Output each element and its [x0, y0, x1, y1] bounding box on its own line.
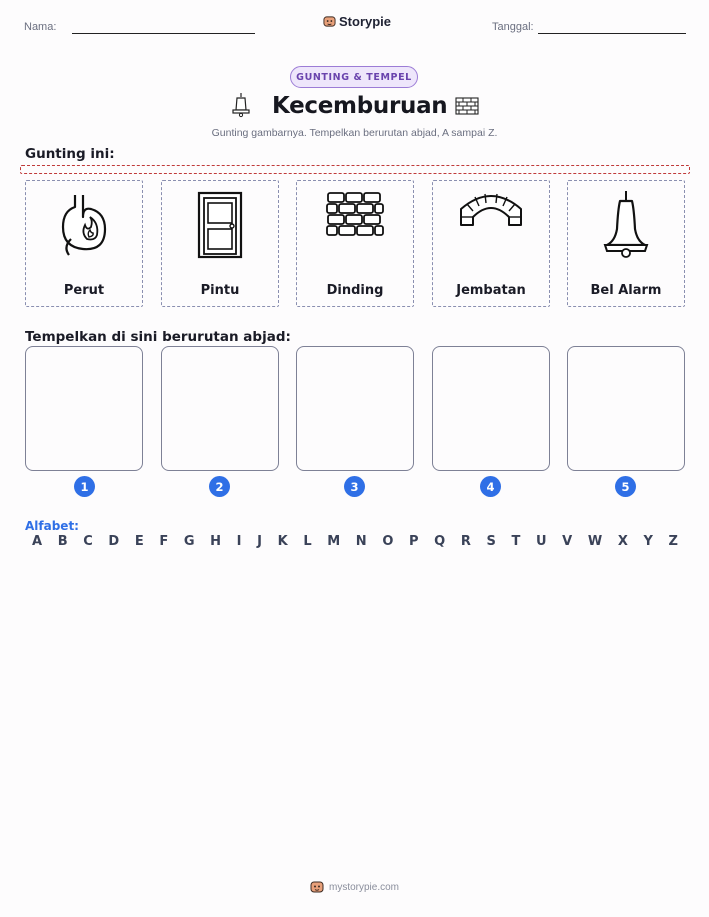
alphabet-letter: J [257, 534, 262, 549]
alphabet-row [32, 534, 678, 549]
cut-card-label: Bel Alarm [590, 283, 662, 298]
brand-name: Storypie [339, 14, 392, 29]
alphabet-letter: I [236, 534, 242, 549]
alphabet-letter: B [57, 534, 68, 549]
cut-card-jembatan[interactable] [432, 180, 550, 307]
bridge-icon [459, 189, 523, 229]
alphabet-letter: A [32, 534, 43, 549]
alphabet-letter: H [210, 534, 222, 549]
alphabet-label: Alfabet: [25, 519, 79, 533]
slot-number: 2 [209, 476, 230, 497]
alphabet-letter: U [535, 534, 547, 549]
alphabet-letter: Q [434, 534, 446, 549]
date-label: Tanggal: [492, 21, 534, 33]
alphabet-letter: L [303, 534, 312, 549]
alphabet-letter: S [486, 534, 496, 549]
cut-card-label: Jembatan [456, 283, 526, 298]
instructions: Gunting gambarnya. Tempelkan berurutan abjad, A sampai Z. [211, 127, 498, 139]
name-field[interactable] [72, 33, 255, 34]
paste-box-2[interactable] [161, 346, 279, 471]
alphabet-letter: W [587, 534, 603, 549]
cut-card-dinding[interactable] [296, 180, 414, 307]
bell-icon [232, 92, 250, 118]
alphabet-letter: P [409, 534, 419, 549]
brick-wall-icon [455, 97, 479, 115]
brand-logo [323, 14, 391, 29]
slot-number: 4 [480, 476, 501, 497]
page-title: Kecemburuan [272, 93, 448, 119]
alphabet-letter: Y [643, 534, 653, 549]
cut-card-label: Dinding [326, 283, 384, 298]
storypie-logo-icon [310, 880, 324, 894]
paste-box-1[interactable] [25, 346, 143, 471]
alphabet-letter: G [183, 534, 195, 549]
stomach-icon [53, 189, 115, 261]
cut-line [20, 165, 690, 174]
brick-wall-icon [325, 189, 385, 239]
alphabet-letter: K [277, 534, 288, 549]
slot-number: 1 [74, 476, 95, 497]
cut-heading: Gunting ini: [25, 146, 115, 162]
alphabet-letter: R [460, 534, 471, 549]
bell-icon [601, 189, 651, 259]
alphabet-letter: E [134, 534, 144, 549]
alphabet-letter: F [159, 534, 169, 549]
alphabet-letter: T [511, 534, 521, 549]
alphabet-letter: X [617, 534, 628, 549]
storypie-logo-icon [323, 15, 336, 28]
paste-box-3[interactable] [296, 346, 414, 471]
slot-number: 3 [344, 476, 365, 497]
cut-card-pintu[interactable] [161, 180, 279, 307]
cut-card-label: Perut [63, 283, 105, 298]
alphabet-letter: C [83, 534, 93, 549]
alphabet-letter: D [108, 534, 120, 549]
date-field[interactable] [538, 33, 686, 34]
footer [0, 880, 709, 894]
cut-card-label: Pintu [200, 283, 240, 298]
alphabet-letter: M [327, 534, 341, 549]
alphabet-letter: V [562, 534, 573, 549]
paste-heading: Tempelkan di sini berurutan abjad: [25, 329, 291, 345]
paste-box-4[interactable] [432, 346, 550, 471]
footer-site[interactable]: mystorypie.com [328, 881, 399, 893]
paste-box-5[interactable] [567, 346, 685, 471]
slot-number: 5 [615, 476, 636, 497]
name-label: Nama: [24, 21, 57, 33]
activity-badge: GUNTING & TEMPEL [290, 66, 418, 88]
alphabet-letter: Z [668, 534, 678, 549]
door-icon [195, 189, 245, 261]
alphabet-letter: N [355, 534, 367, 549]
cut-card-bel-alarm[interactable] [567, 180, 685, 307]
cut-card-perut[interactable] [25, 180, 143, 307]
alphabet-letter: O [382, 534, 394, 549]
